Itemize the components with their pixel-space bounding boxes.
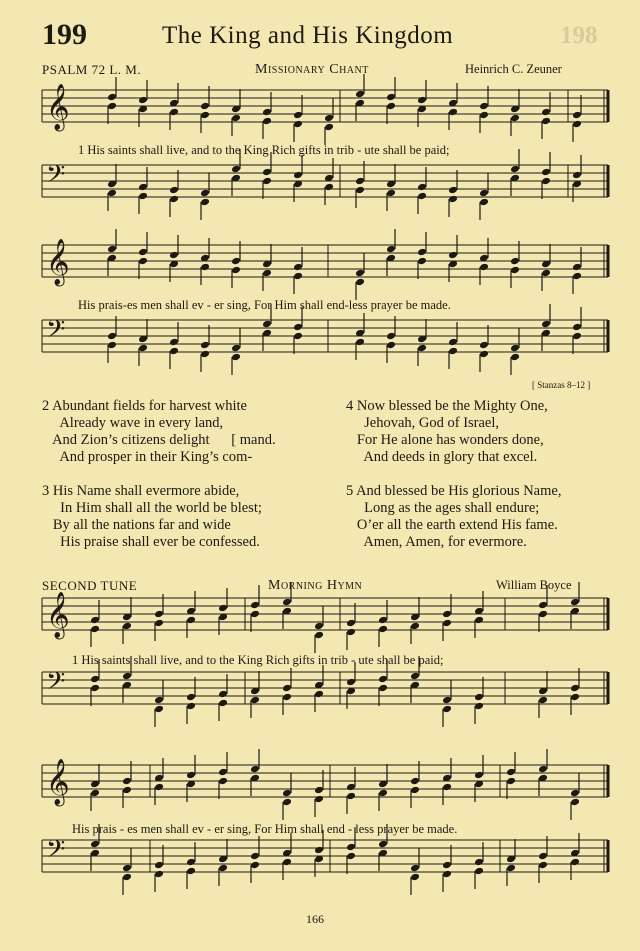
second-tune-name: Morning Hymn xyxy=(268,578,363,593)
note-chord xyxy=(293,95,303,142)
treble-clef-icon: 𝄞 xyxy=(46,239,70,285)
note-chord xyxy=(107,316,117,363)
note-chord xyxy=(154,594,164,641)
note-chord xyxy=(448,170,458,217)
note-chord xyxy=(538,671,548,718)
note-chord xyxy=(572,307,582,354)
note-chord xyxy=(448,235,458,282)
note-chord xyxy=(417,319,427,366)
note-chord xyxy=(262,152,272,199)
note-chord xyxy=(510,89,520,136)
note-chord xyxy=(218,752,228,799)
bass-clef-icon: 𝄢 xyxy=(46,160,66,195)
lyric-line: 1 His saints shall live, and to the King Rich gifts in trib - ute shall be paid; xyxy=(78,143,450,157)
note-chord xyxy=(386,316,396,363)
page-number: 166 xyxy=(306,912,324,926)
note-chord xyxy=(218,588,228,635)
lyric-line: 1 His saints shall live, and to the King Rich gifts in trib - ute shall be paid; xyxy=(72,653,444,667)
note-chord xyxy=(186,842,196,889)
note-chord xyxy=(572,247,582,294)
note-chord xyxy=(355,161,365,208)
note-chord xyxy=(442,845,452,892)
note-chord xyxy=(218,674,228,721)
lyric-line: His prais-es men shall ev - er sing, For Him shall end-less prayer be made. xyxy=(78,298,451,312)
note-chord xyxy=(138,80,148,127)
hymn-number: 199 xyxy=(42,18,87,51)
staff xyxy=(42,239,608,287)
note-chord xyxy=(346,603,356,650)
note-chord xyxy=(410,761,420,808)
note-chord xyxy=(293,307,303,354)
note-chord xyxy=(510,241,520,288)
note-chord xyxy=(186,755,196,802)
meter-label: PSALM 72 L. M. xyxy=(42,62,142,77)
note-chord xyxy=(314,770,324,817)
note-chord xyxy=(293,155,303,202)
note-chord xyxy=(138,232,148,279)
note-chord xyxy=(169,322,179,369)
stanza-4: 4 Now blessed be the Mighty One, Jehovah, God of Israel, For He alone has wonders done, And deeds in glory that excel. xyxy=(346,398,548,465)
note-chord xyxy=(386,164,396,211)
note-chord xyxy=(200,325,210,372)
note-chord xyxy=(169,235,179,282)
treble-clef-icon: 𝄞 xyxy=(46,759,70,805)
note-chord xyxy=(231,241,241,288)
treble-clef-icon: 𝄞 xyxy=(46,592,70,638)
stanza-reference: [ Stanzas 8–12 ] xyxy=(532,380,591,390)
note-chord xyxy=(386,77,396,124)
note-chord xyxy=(293,247,303,294)
note-chord xyxy=(474,677,484,724)
lyric-line: His prais - es men shall ev - er sing, For Him shall end - less prayer be made. xyxy=(72,822,458,836)
note-chord xyxy=(346,767,356,814)
bleed-through-number: 198 xyxy=(560,22,598,49)
note-chord xyxy=(541,152,551,199)
note-chord xyxy=(378,600,388,647)
note-chord xyxy=(154,845,164,892)
note-chord xyxy=(262,92,272,139)
note-chord xyxy=(282,668,292,715)
composer: Heinrich C. Zeuner xyxy=(465,62,562,76)
note-chord xyxy=(138,319,148,366)
note-chord xyxy=(122,761,132,808)
note-chord xyxy=(506,839,516,886)
note-chord xyxy=(138,167,148,214)
stanza-3: 3 His Name shall evermore abide, In Him shall all the world be blest; By all the nations far and wide His praise shall ever be confessed. xyxy=(42,483,262,550)
note-chord xyxy=(122,597,132,644)
note-chord xyxy=(107,77,117,124)
staff xyxy=(42,84,608,132)
note-chord xyxy=(250,671,260,718)
staff xyxy=(42,315,608,352)
note-chord xyxy=(541,92,551,139)
second-tune-label: SECOND TUNE xyxy=(42,578,138,593)
note-chord xyxy=(474,755,484,802)
note-chord xyxy=(262,244,272,291)
note-chord xyxy=(410,597,420,644)
note-chord xyxy=(314,830,324,877)
note-chord xyxy=(417,167,427,214)
note-chord xyxy=(200,86,210,133)
note-chord xyxy=(231,89,241,136)
note-chord xyxy=(250,836,260,883)
hymn-title: The King and His Kingdom xyxy=(162,22,454,49)
note-chord xyxy=(90,764,100,811)
treble-clef-icon: 𝄞 xyxy=(46,84,70,130)
note-chord xyxy=(572,155,582,202)
bass-clef-icon: 𝄢 xyxy=(46,835,66,870)
note-chord xyxy=(90,600,100,647)
note-chord xyxy=(378,764,388,811)
note-chord xyxy=(186,677,196,724)
note-chord xyxy=(479,325,489,372)
note-chord xyxy=(448,322,458,369)
note-chord xyxy=(572,95,582,142)
note-chord xyxy=(538,836,548,883)
second-tune-composer: William Boyce xyxy=(496,578,572,592)
note-chord xyxy=(474,842,484,889)
note-chord xyxy=(417,232,427,279)
note-chord xyxy=(218,839,228,886)
note-chord xyxy=(570,668,580,715)
stanza-5: 5 And blessed be His glorious Name, Long as the ages shall endure; O’er all the earth extend His fame. Amen, Amen, for evermore. xyxy=(346,483,562,550)
note-chord xyxy=(506,752,516,799)
bass-clef-icon: 𝄢 xyxy=(46,315,66,350)
note-chord xyxy=(417,80,427,127)
note-chord xyxy=(442,594,452,641)
note-chord xyxy=(479,86,489,133)
bass-clef-icon: 𝄢 xyxy=(46,667,66,702)
note-chord xyxy=(250,585,260,632)
tune-name: Missionary Chant xyxy=(255,62,369,77)
stanza-2: 2 Abundant fields for harvest white Already wave in every land, And Zion’s citizens delight [ mand. And prosper in their King’s com- xyxy=(42,398,276,465)
note-chord xyxy=(541,244,551,291)
note-chord xyxy=(346,662,356,709)
note-chord xyxy=(169,170,179,217)
note-chord xyxy=(107,164,117,211)
